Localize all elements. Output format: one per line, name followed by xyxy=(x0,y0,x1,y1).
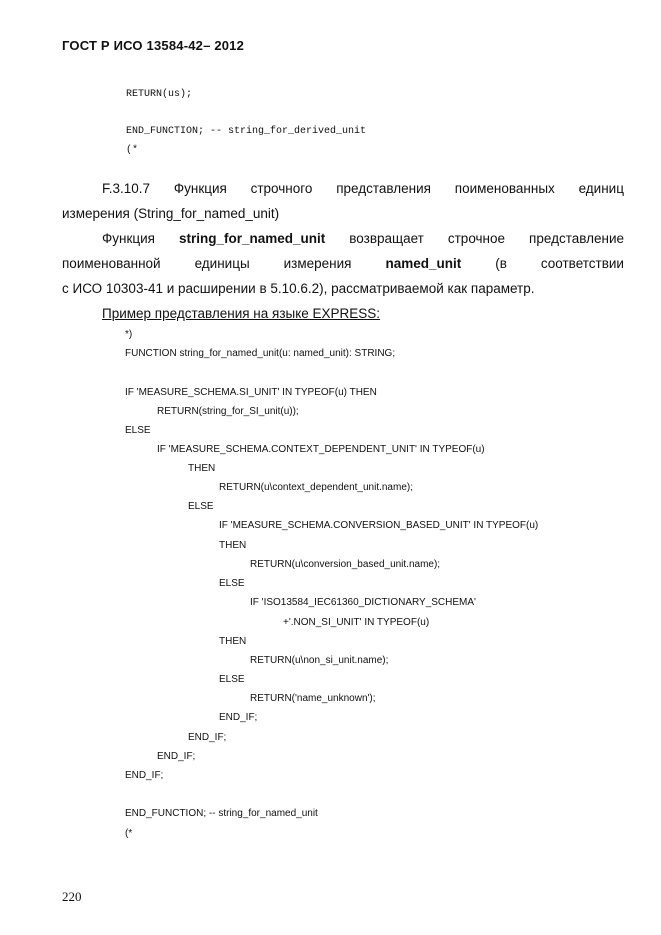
heading-word: поименованных xyxy=(454,181,555,196)
section-heading-line-1 xyxy=(62,176,624,201)
paragraph-word: единицы xyxy=(194,256,250,271)
code-line: END_FUNCTION; -- string_for_named_unit xyxy=(125,808,318,819)
paragraph-word: Функция xyxy=(102,231,155,246)
code-line: THEN xyxy=(219,540,247,551)
code-line: RETURN(string_for_SI_unit(u)); xyxy=(157,406,299,417)
code-line-end-function-derived: END_FUNCTION; -- string_for_derived_unit xyxy=(126,126,367,137)
paragraph-word: строчное xyxy=(447,231,506,246)
code-line: ELSE xyxy=(219,674,245,685)
section-heading-line-2: измерения (String_for_named_unit) xyxy=(62,206,280,221)
paragraph-word: соответствии xyxy=(540,256,624,271)
code-line: IF 'MEASURE_SCHEMA.CONVERSION_BASED_UNIT' IN TYPEOF(u) xyxy=(219,520,539,531)
type-name: named_unit xyxy=(385,256,462,271)
paragraph-word: поименованной xyxy=(62,256,161,271)
heading-word: строчного xyxy=(250,181,313,196)
paragraph-line-2 xyxy=(62,251,624,276)
paragraph-line-1 xyxy=(62,226,624,251)
example-label-text: Пример представления на языке EXPRESS: xyxy=(102,306,381,321)
code-line: IF 'ISO13584_IEC61360_DICTIONARY_SCHEMA' xyxy=(250,597,476,608)
heading-word: представления xyxy=(336,181,431,196)
paragraph-word: (в xyxy=(495,256,507,271)
paragraph-word: представление xyxy=(529,231,624,246)
code-line: +'.NON_SI_UNIT' IN TYPEOF(u) xyxy=(283,617,430,628)
code-line-comment-open: (* xyxy=(126,145,139,156)
example-label xyxy=(62,301,624,326)
code-line: FUNCTION string_for_named_unit(u: named_unit): STRING; xyxy=(125,348,396,359)
code-line: ELSE xyxy=(125,425,151,436)
heading-word: Функция xyxy=(173,181,227,196)
page-header: ГОСТ Р ИСО 13584-42– 2012 xyxy=(62,38,245,53)
paragraph-word: возвращает xyxy=(349,231,424,246)
code-line: ELSE xyxy=(219,578,245,589)
code-line: RETURN('name_unknown'); xyxy=(250,693,376,704)
function-name: string_for_named_unit xyxy=(178,231,326,246)
code-line: (* xyxy=(125,828,133,839)
code-line-return-us: RETURN(us); xyxy=(126,89,193,100)
paragraph-word: измерения xyxy=(283,256,352,271)
code-line: RETURN(u\conversion_based_unit.name); xyxy=(250,559,441,570)
code-line: *) xyxy=(125,329,133,340)
page-number: 220 xyxy=(62,889,82,904)
code-line: END_IF; xyxy=(219,712,258,723)
code-line: IF 'MEASURE_SCHEMA.SI_UNIT' IN TYPEOF(u) THEN xyxy=(125,387,377,398)
code-line: END_IF; xyxy=(125,770,164,781)
code-line: ELSE xyxy=(188,501,214,512)
heading-word: F.3.10.7 xyxy=(102,181,151,196)
code-line: THEN xyxy=(219,636,247,647)
code-line: RETURN(u\non_si_unit.name); xyxy=(250,655,389,666)
code-line: END_IF; xyxy=(188,732,227,743)
paragraph-line-3: с ИСО 10303-41 и расширении в 5.10.6.2), рассматриваемой как параметр. xyxy=(62,281,535,296)
heading-word: единиц xyxy=(578,181,624,196)
code-line: END_IF; xyxy=(157,751,196,762)
code-line: THEN xyxy=(188,463,216,474)
code-line: RETURN(u\context_dependent_unit.name); xyxy=(219,482,413,493)
code-line: IF 'MEASURE_SCHEMA.CONTEXT_DEPENDENT_UNIT' IN TYPEOF(u) xyxy=(157,444,485,455)
